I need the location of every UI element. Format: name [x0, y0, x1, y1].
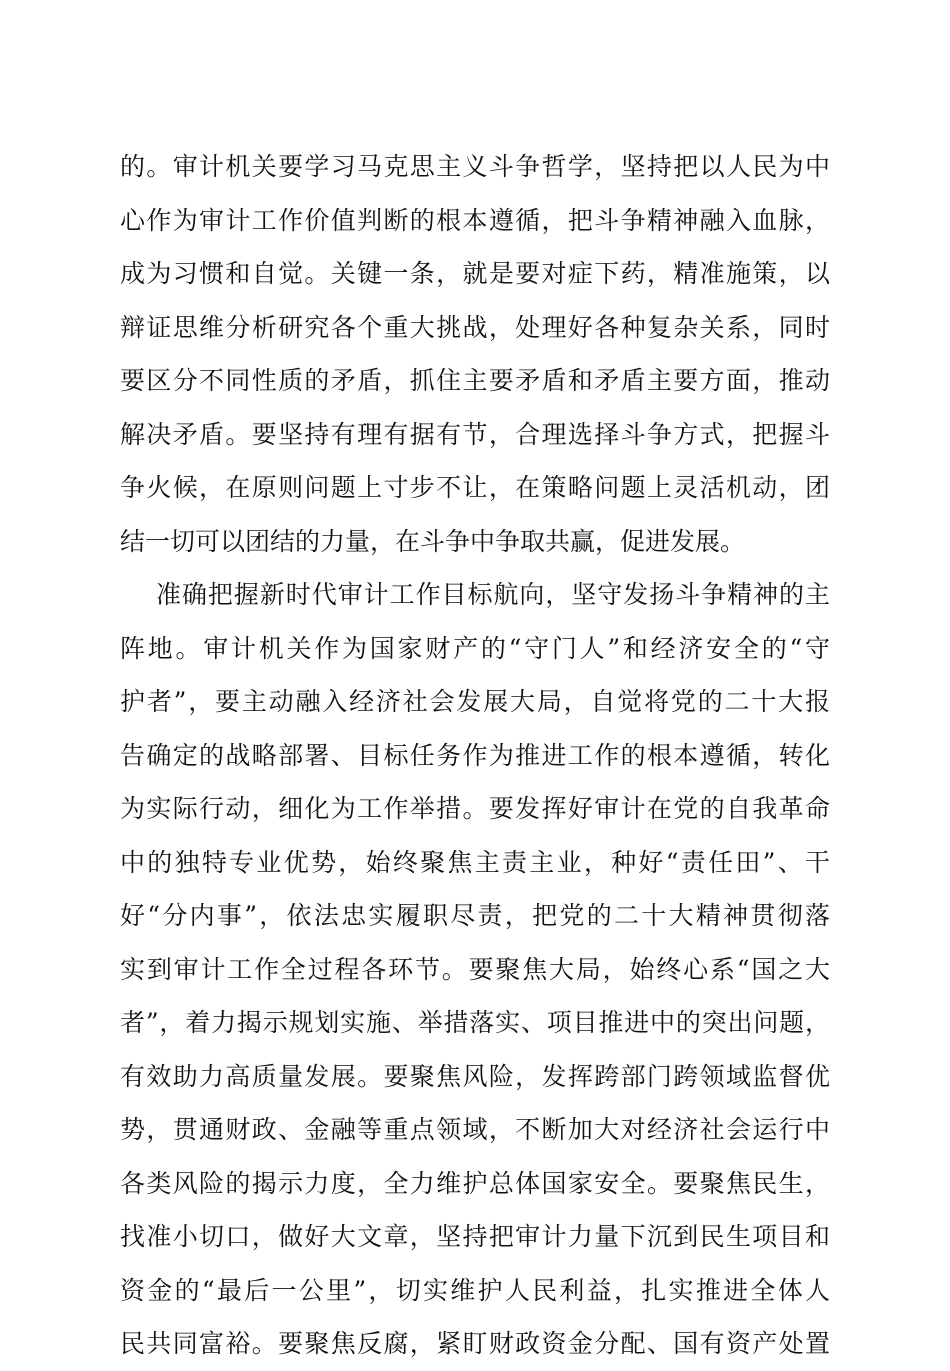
- text-line: 民共同富裕。要聚焦反腐，紧盯财政资金分配、国有资产处置: [120, 1329, 830, 1358]
- text-line: 护者”，要主动融入经济社会发展大局，自觉将党的二十大报: [120, 687, 830, 716]
- text-line: 中的独特专业优势，始终聚焦主责主业，种好“责任田”、干: [120, 847, 830, 877]
- text-line: 告确定的战略部署、目标任务作为推进工作的根本遵循，转化: [120, 740, 830, 770]
- text-line: 者”，着力揭示规划实施、举措落实、项目推进中的突出问题，: [120, 1008, 830, 1037]
- text-line: 实到审计工作全过程各环节。要聚焦大局，始终心系“国之大: [120, 954, 830, 984]
- text-line: 争火候，在原则问题上寸步不让，在策略问题上灵活机动，团: [120, 473, 830, 502]
- text-line: 阵地。审计机关作为国家财产的“守门人”和经济安全的“守: [120, 633, 830, 663]
- body-text: [120, 140, 830, 1371]
- text-line: 资金的“最后一公里”，切实维护人民利益，扎实推进全体人: [120, 1275, 830, 1305]
- text-line: 结一切可以团结的力量，在斗争中争取共赢，促进发展。: [120, 526, 746, 556]
- text-line: 找准小切口，做好大文章，坚持把审计力量下沉到民生项目和: [120, 1222, 830, 1251]
- text-line: 要区分不同性质的矛盾，抓住主要矛盾和矛盾主要方面，推动: [120, 366, 830, 395]
- paragraph-first-line: 准确把握新时代审计工作目标航向，坚守发扬斗争精神的主: [156, 580, 830, 609]
- text-line: 有效助力高质量发展。要聚焦风险，发挥跨部门跨领域监督优: [120, 1061, 830, 1091]
- text-line: 的。审计机关要学习马克思主义斗争哲学，坚持把以人民为中: [120, 152, 830, 181]
- text-line: 势，贯通财政、金融等重点领域，不断加大对经济社会运行中: [120, 1115, 830, 1144]
- text-line: 好“分内事”，依法忠实履职尽责，把党的二十大精神贯彻落: [120, 901, 830, 930]
- text-line: 心作为审计工作价值判断的根本遵循，把斗争精神融入血脉，: [120, 205, 830, 235]
- text-line: 各类风险的揭示力度，全力维护总体国家安全。要聚焦民生，: [120, 1168, 830, 1198]
- text-line: 解决矛盾。要坚持有理有据有节，合理选择斗争方式，把握斗: [120, 419, 830, 449]
- text-line: 辩证思维分析研究各个重大挑战，处理好各种复杂关系，同时: [120, 312, 830, 342]
- text-line: 为实际行动，细化为工作举措。要发挥好审计在党的自我革命: [120, 794, 830, 823]
- text-line: 成为习惯和自觉。关键一条，就是要对症下药，精准施策，以: [120, 259, 830, 288]
